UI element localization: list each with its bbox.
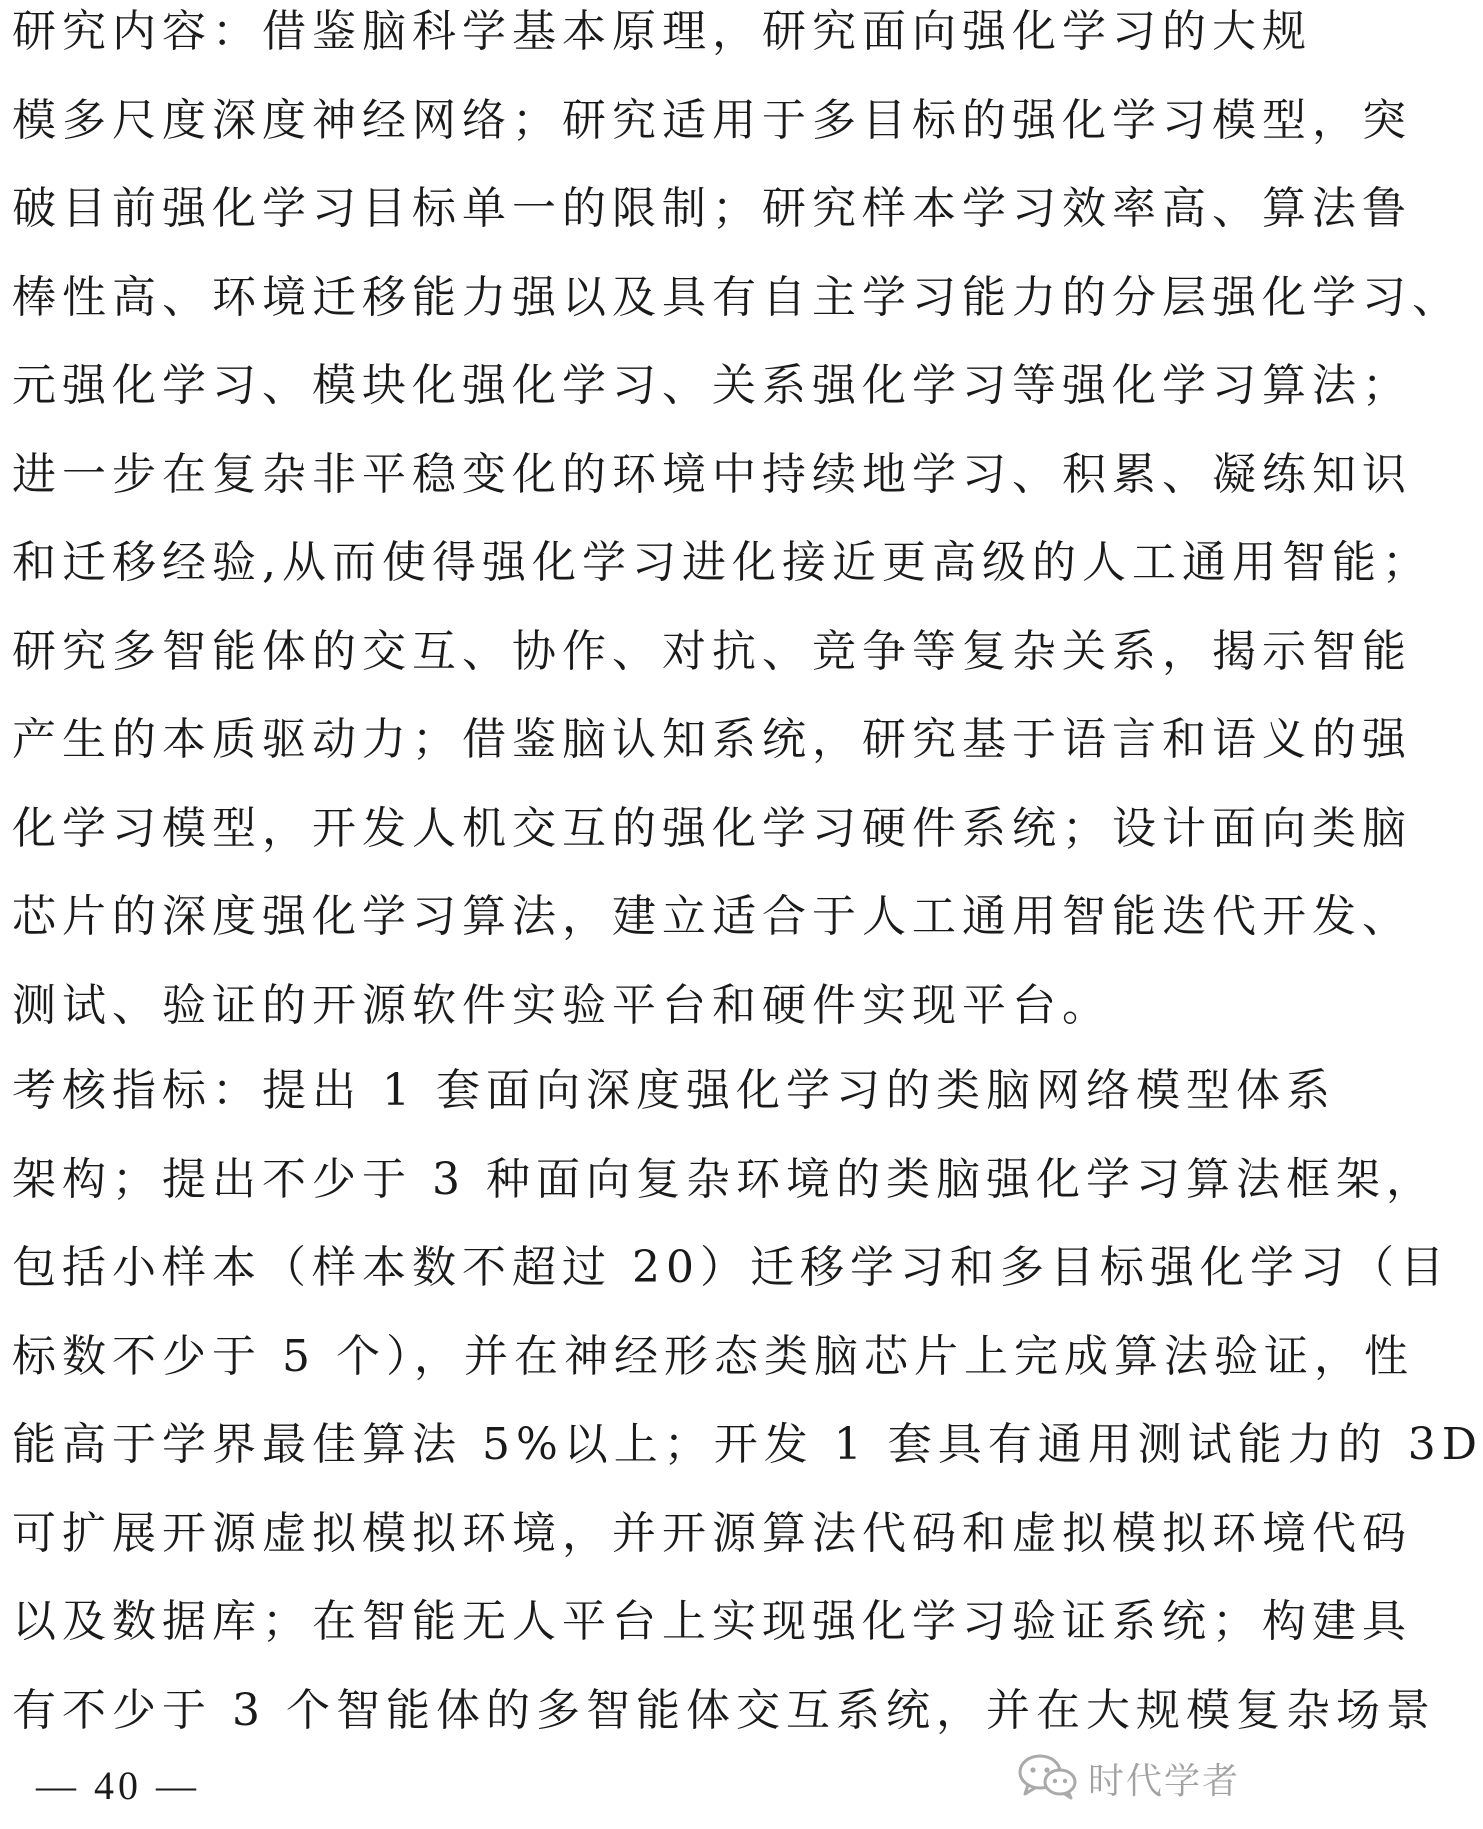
watermark-text: 时代学者 (1087, 1760, 1240, 1802)
paragraph-line: 考核指标：提出 1 套面向深度强化学习的类脑网络模型体系 (12, 1065, 1336, 1116)
page-number: — 40 — (36, 1763, 200, 1808)
paragraph-line: 芯片的深度强化学习算法，建立适合于人工通用智能迭代开发、 (12, 891, 1412, 942)
paragraph-line: 测试、验证的开源软件实验平台和硬件实现平台。 (12, 979, 1112, 1031)
paragraph-line: 包括小样本（样本数不超过 20）迁移学习和多目标强化学习（目 (12, 1242, 1450, 1293)
assessment-indicators-paragraph (12, 1047, 1483, 1755)
paragraph-line: 架构；提出不少于 3 种面向复杂环境的类脑强化学习算法框架， (12, 1153, 1436, 1205)
paragraph-line: 和迁移经验,从而使得强化学习进化接近更高级的人工通用智能； (12, 537, 1432, 588)
paragraph-line: 化学习模型，开发人机交互的强化学习硬件系统；设计面向类脑 (12, 802, 1412, 854)
research-content-paragraph (12, 0, 1462, 1050)
paragraph-line: 产生的本质驱动力；借鉴脑认知系统，研究基于语言和语义的强 (12, 714, 1412, 765)
watermark (1016, 1752, 1240, 1804)
wechat-icon (1016, 1752, 1078, 1804)
paragraph-line: 研究多智能体的交互、协作、对抗、竞争等复杂关系，揭示智能 (12, 625, 1412, 677)
paragraph-line: 能高于学界最佳算法 5%以上；开发 1 套具有通用测试能力的 3D (12, 1419, 1483, 1470)
paragraph-line: 可扩展开源虚拟模拟环境，并开源算法代码和虚拟模拟环境代码 (12, 1507, 1412, 1559)
paragraph-line: 以及数据库；在智能无人平台上实现强化学习验证系统；构建具 (12, 1596, 1412, 1647)
paragraph-line: 元强化学习、模块化强化学习、关系强化学习等强化学习算法； (12, 360, 1412, 411)
paragraph-line: 棒性高、环境迁移能力强以及具有自主学习能力的分层强化学习、 (12, 271, 1462, 323)
paragraph-line: 有不少于 3 个智能体的多智能体交互系统，并在大规模复杂场景 (12, 1684, 1436, 1736)
paragraph-line: 研究内容：借鉴脑科学基本原理，研究面向强化学习的大规 (12, 6, 1312, 57)
paragraph-line: 破目前强化学习目标单一的限制；研究样本学习效率高、算法鲁 (12, 183, 1412, 234)
paragraph-line: 标数不少于 5 个），并在神经形态类脑芯片上完成算法验证，性 (12, 1330, 1414, 1382)
paragraph-line: 进一步在复杂非平稳变化的环境中持续地学习、积累、凝练知识 (12, 448, 1412, 500)
paragraph-line: 模多尺度深度神经网络；研究适用于多目标的强化学习模型，突 (12, 94, 1412, 146)
